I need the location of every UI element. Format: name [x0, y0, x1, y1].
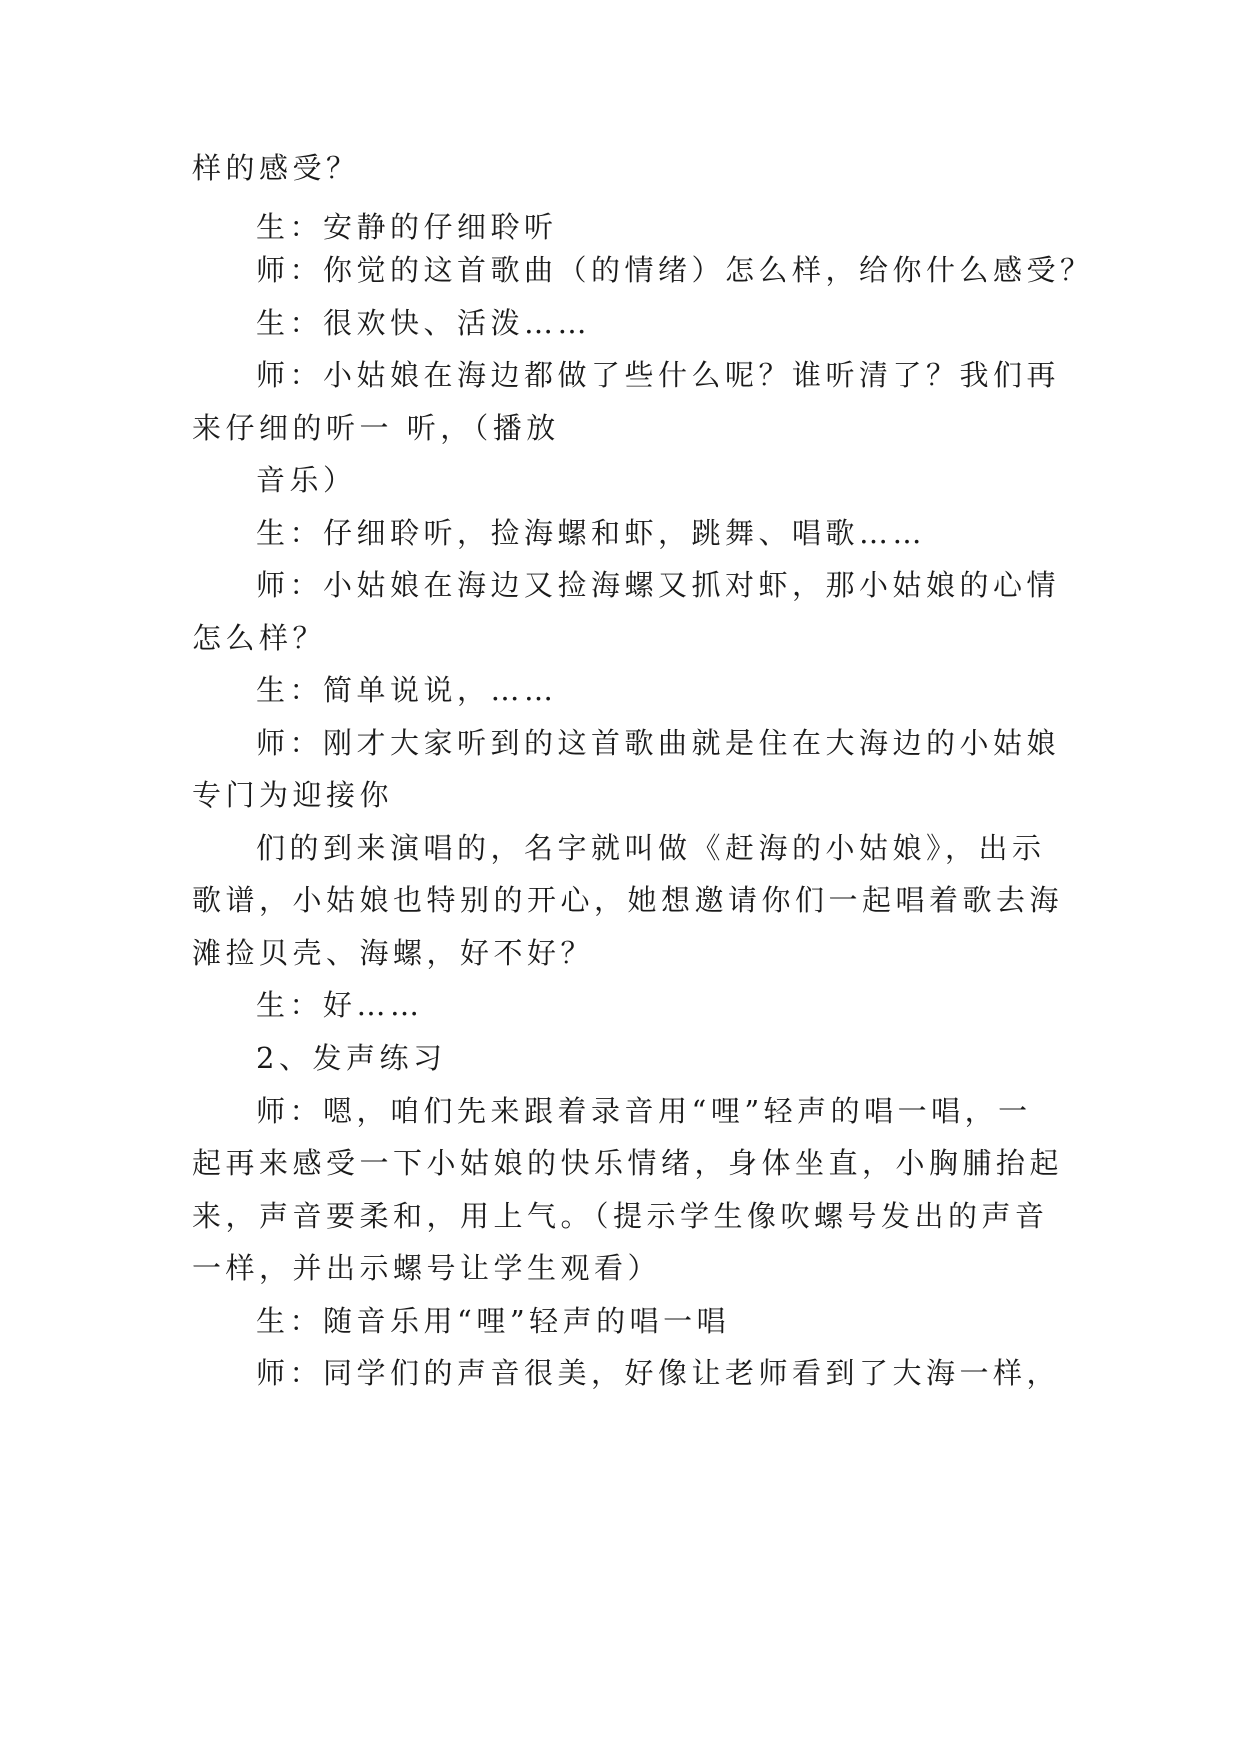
text-line: 生：简单说说，…… — [256, 673, 558, 707]
text-line: 2、发声练习 — [256, 1041, 447, 1075]
text-line: 歌谱，小姑娘也特别的开心，她想邀请你们一起唱着歌去海 — [192, 883, 1064, 917]
text-line: 生：很欢快、活泼…… — [256, 306, 592, 340]
text-line: 滩捡贝壳、海螺，好不好？ — [192, 936, 595, 970]
text-line: 师：刚才大家听到的这首歌曲就是住在大海边的小姑娘 — [256, 726, 1061, 760]
text-line: 生：安静的仔细聆听 — [256, 210, 558, 244]
text-line: 样的感受？ — [192, 151, 360, 185]
text-line: 专门为迎接你 — [192, 778, 394, 812]
text-line: 来仔细的听一 听，（播放 — [192, 411, 560, 445]
text-line: 生：随音乐用“哩”轻声的唱一唱 — [256, 1304, 731, 1338]
text-line: 师：同学们的声音很美，好像让老师看到了大海一样， — [256, 1356, 1061, 1390]
text-line: 音乐） — [256, 463, 357, 497]
text-line: 师：你觉的这首歌曲（的情绪）怎么样，给你什么感受？ — [256, 253, 1094, 287]
text-line: 来，声音要柔和，用上气。（提示学生像吹螺号发出的声音 — [192, 1199, 1049, 1233]
text-line: 怎么样？ — [192, 621, 327, 655]
text-line: 生：仔细聆听，捡海螺和虾，跳舞、唱歌…… — [256, 516, 927, 550]
text-line: 生：好…… — [256, 988, 424, 1022]
text-line: 师：小姑娘在海边都做了些什么呢？谁听清了？我们再 — [256, 358, 1061, 392]
text-line: 师：嗯，咱们先来跟着录音用“哩”轻声的唱一唱，一 — [256, 1094, 1032, 1128]
text-line: 一样，并出示螺号让学生观看） — [192, 1251, 662, 1285]
text-line: 起再来感受一下小姑娘的快乐情绪，身体坐直，小胸脯抬起 — [192, 1146, 1064, 1180]
text-line: 师：小姑娘在海边又捡海螺又抓对虾，那小姑娘的心情 — [256, 568, 1061, 602]
text-line: 们的到来演唱的，名字就叫做《赶海的小姑娘》，出示 — [256, 831, 1046, 865]
